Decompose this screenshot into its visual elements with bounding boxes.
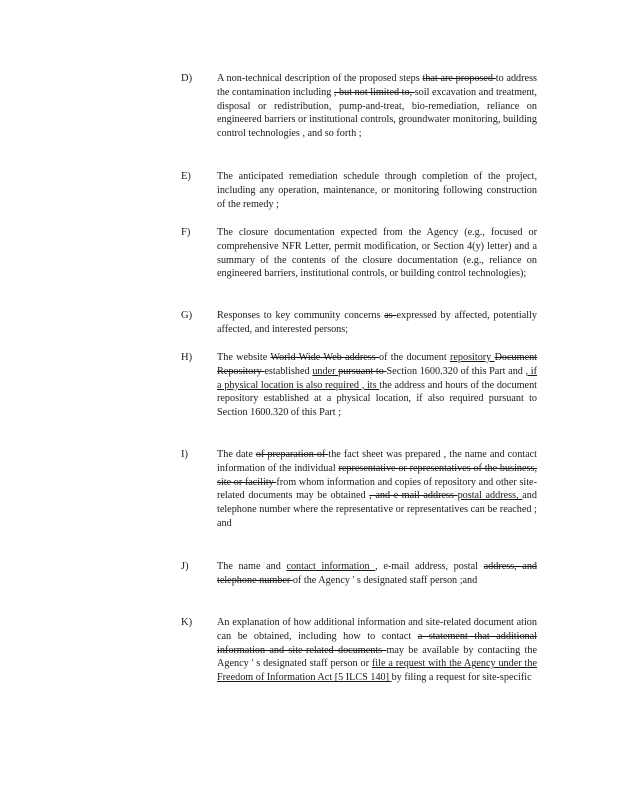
item-text — [217, 448, 537, 531]
deleted-text: address, and telephone number — [217, 561, 538, 586]
text-segment: The name and — [217, 561, 287, 572]
item-marker: F) — [181, 227, 191, 238]
text-segment: established — [264, 365, 313, 377]
text-segment: The date — [217, 449, 256, 460]
inserted-text: under — [312, 365, 339, 377]
deleted-text: representative or representatives of the business, site or facility — [217, 462, 538, 488]
item-text — [217, 351, 537, 420]
text-segment: may be available by contacting the Agency ' s designated staff person or — [217, 644, 537, 670]
text-segment: from whom information and copies of repository and other site-related documents may be obtained — [217, 476, 537, 502]
item-marker: D) — [181, 73, 193, 84]
inserted-text: , if a physical location is also required , its — [217, 365, 537, 391]
item-marker: H) — [181, 352, 193, 363]
text-segment: by filing a request for site-specific — [391, 672, 532, 684]
text-segment: The closure documentation expected from the Agency (e.g., focused or comprehensive NFR Letter, permit modification, or Section 4(y) letter) and a summary of the contents of the closure documentation (e.g., reliance on engineered barriers, institutional controls, or building control technologies); — [217, 227, 537, 280]
text-segment: A non-technical description of the proposed steps — [217, 73, 423, 84]
deleted-text: Document Repository — [217, 352, 538, 377]
text-segment: The anticipated remediation schedule through completion of the project, including any operation, maintenance, or monitoring following construction of the remedy ; — [217, 171, 537, 210]
deleted-text: as — [384, 310, 397, 321]
item-marker: K) — [181, 617, 193, 628]
text-segment: Section 1600.320 of this Part and — [386, 365, 526, 377]
item-text — [217, 560, 537, 588]
text-segment: soil excavation and treatment, disposal or redistribution, pump-and-treat, bio-remediation, reliance on engineered barriers or institutional controls, groundwater monitoring, building control technologies , and so forth ; — [217, 86, 537, 140]
inserted-text: contact information — [286, 561, 376, 572]
text-segment: of the Agency ' s designated staff person ;and — [292, 574, 478, 586]
text-segment: Responses to key community concerns — [217, 310, 385, 321]
deleted-text: , and e-mail address — [369, 490, 458, 502]
text-segment: the fact sheet was prepared , the name and contact information of the individual — [217, 449, 538, 474]
item-marker: E) — [181, 171, 191, 182]
item-text — [217, 72, 537, 141]
item-text — [217, 309, 537, 337]
item-text — [217, 170, 537, 211]
deleted-text: that are proposed — [422, 73, 496, 84]
text-segment: the address and hours of the document repository established at a physical location, if also required pursuant to Section 1600.320 of this Part ; — [217, 379, 538, 419]
deleted-text: pursuant to — [338, 365, 387, 377]
text-segment: An explanation of how additional information and site-related document ation can be obtained, including how to contact — [217, 617, 537, 642]
text-segment: to address the contamination including — [217, 73, 537, 98]
deleted-text: a statement that additional information and site-related documents — [217, 630, 537, 656]
item-marker: J) — [181, 561, 189, 572]
item-text — [217, 226, 537, 281]
inserted-text: postal address, — [457, 490, 523, 502]
deleted-text: of preparation of — [255, 449, 329, 460]
deleted-text: World Wide Web address — [270, 352, 379, 363]
inserted-text: repository — [449, 352, 495, 363]
inserted-text: file a request with the Agency under the Freedom of Information Act [5 ILCS 140] — [217, 658, 537, 684]
deleted-text: , but not limited to, — [333, 86, 415, 98]
text-segment: expressed by affected, potentially affected, and interested persons; — [217, 310, 537, 335]
item-marker: I) — [181, 449, 188, 460]
text-segment: , e-mail address, postal — [375, 561, 484, 572]
text-segment: The website — [217, 352, 271, 363]
text-segment: of the document — [378, 352, 450, 363]
text-segment: and telephone number where the representative or representatives can be reached ; and — [217, 490, 537, 529]
item-text — [217, 616, 537, 685]
item-marker: G) — [181, 310, 193, 321]
